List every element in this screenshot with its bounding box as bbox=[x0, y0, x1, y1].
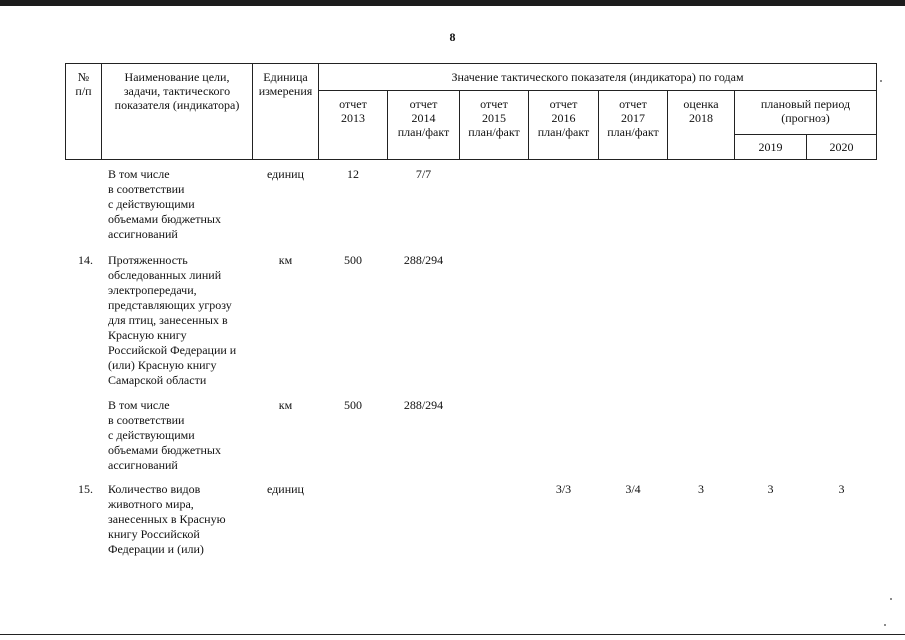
header-values-by-year: Значение тактического показателя (индикатора) по годам bbox=[318, 63, 877, 91]
header-2020: 2020 bbox=[806, 134, 877, 160]
header-2013: отчет 2013 bbox=[318, 90, 388, 160]
row-name: Количество видов животного мира, занесенных в Красную книгу Российской Федерации и (или) bbox=[108, 482, 226, 556]
row-name: Протяженность обследованных линий электропередачи, представляющих угрозу для птиц, занесенных в Красную книгу Российской Федерации и (или) Красную книгу Самарской области bbox=[108, 253, 237, 387]
row-unit: км bbox=[278, 398, 293, 412]
row-value-2013: 12 bbox=[347, 167, 359, 181]
row-value-2013: 500 bbox=[344, 398, 362, 412]
row-name: В том числе в соответствии с действующими объемами бюджетных ассигнований bbox=[108, 398, 221, 472]
header-unit: Единица измерения bbox=[252, 63, 319, 160]
scan-speck bbox=[880, 80, 882, 82]
row-number: 15. bbox=[78, 482, 93, 496]
header-2018: оценка 2018 bbox=[667, 90, 735, 160]
row-value-2016: 3/3 bbox=[555, 482, 572, 496]
row-value-2020: 3 bbox=[838, 482, 845, 496]
row-value-2017: 3/4 bbox=[625, 482, 641, 496]
scan-speck bbox=[884, 624, 886, 626]
header-2019: 2019 bbox=[734, 134, 807, 160]
header-number: № п/п bbox=[65, 63, 102, 160]
row-value-2014: 7/7 bbox=[415, 167, 432, 181]
row-name: В том числе в соответствии с действующими объемами бюджетных ассигнований bbox=[108, 167, 221, 241]
row-unit: единиц bbox=[267, 482, 304, 496]
row-unit: единиц bbox=[267, 167, 304, 181]
page-number: 8 bbox=[449, 30, 456, 44]
bottom-scan-border bbox=[0, 634, 905, 635]
row-unit: км bbox=[278, 253, 293, 267]
header-2016: отчет 2016 план/факт bbox=[528, 90, 599, 160]
header-2017: отчет 2017 план/факт bbox=[598, 90, 668, 160]
header-2014: отчет 2014 план/факт bbox=[387, 90, 460, 160]
row-value-2014: 288/294 bbox=[403, 253, 444, 267]
header-planned-period: плановый период (прогноз) bbox=[734, 90, 877, 135]
scan-speck bbox=[890, 598, 892, 600]
row-value-2013: 500 bbox=[344, 253, 362, 267]
row-value-2018: 3 bbox=[698, 482, 704, 496]
header-2015: отчет 2015 план/факт bbox=[459, 90, 529, 160]
row-value-2014: 288/294 bbox=[403, 398, 444, 412]
row-number: 14. bbox=[78, 253, 93, 267]
header-name: Наименование цели, задачи, тактического показателя (индикатора) bbox=[101, 63, 253, 160]
top-scan-border bbox=[0, 0, 905, 6]
row-value-2019: 3 bbox=[767, 482, 774, 496]
